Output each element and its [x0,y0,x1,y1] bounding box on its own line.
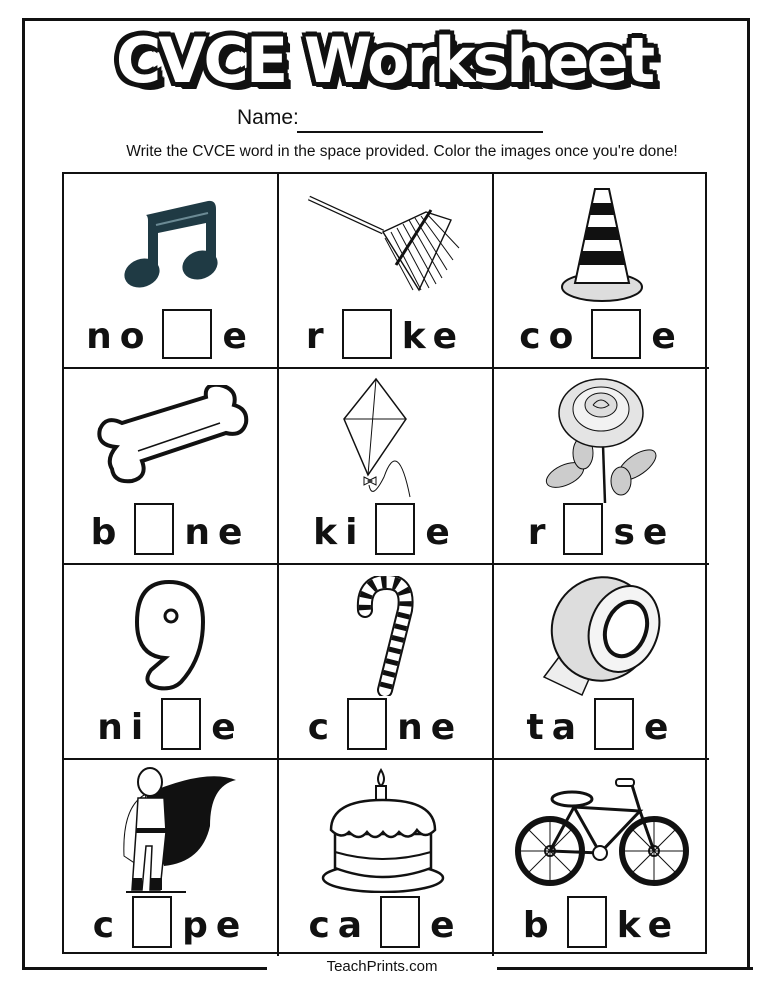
word-row [64,694,277,750]
word-prefix: ta [526,707,585,748]
word-row [494,303,709,359]
word-row [64,499,277,555]
number-nine-icon [64,573,277,698]
footer-divider-left [22,967,267,970]
word-prefix: r [527,512,554,553]
letter-blank[interactable] [563,503,603,555]
tape-roll-icon [494,573,709,698]
letter-blank[interactable] [162,309,212,359]
word-grid [62,172,707,954]
word-row [494,499,709,555]
bone-icon [64,377,277,502]
footer-site: TeachPrints.com [326,958,438,975]
letter-blank[interactable] [134,503,174,555]
page-title: CVCE Worksheet [115,24,653,97]
letter-blank[interactable] [132,896,172,948]
word-row [64,892,277,948]
word-row [279,499,492,555]
word-row [279,303,492,359]
word-prefix: b [522,905,557,946]
word-suffix: e [651,316,684,357]
word-prefix: co [519,316,582,357]
word-prefix: ca [308,905,371,946]
word-suffix: ne [397,707,464,748]
word-row [279,694,492,750]
word-cell-cake [279,760,494,956]
word-cell-rake [279,174,494,369]
word-prefix: ni [97,707,152,748]
rose-icon [494,377,709,502]
word-cell-bone [64,369,279,565]
footer-divider-right [497,967,753,970]
word-suffix: e [222,316,255,357]
word-suffix: ke [616,905,681,946]
word-cell-note [64,174,279,369]
word-suffix: ne [184,512,251,553]
word-row [494,694,709,750]
word-prefix: c [307,707,338,748]
word-prefix: r [305,316,332,357]
instructions: Write the CVCE word in the space provided. Color the images once you're done! [126,143,678,160]
word-row [64,303,277,359]
letter-blank[interactable] [380,896,420,948]
letter-blank[interactable] [342,309,392,359]
birthday-cake-icon [279,768,492,893]
name-label: Name: [237,106,299,129]
word-suffix: e [430,905,463,946]
kite-icon [279,377,492,502]
letter-blank[interactable] [591,309,641,359]
word-cell-cone [494,174,709,369]
traffic-cone-icon [494,182,709,307]
word-suffix: ke [401,316,466,357]
letter-blank[interactable] [347,698,387,750]
word-prefix: ki [313,512,366,553]
word-cell-nine [64,565,279,760]
word-suffix: e [644,707,677,748]
superhero-cape-icon [64,768,277,893]
word-cell-cane [279,565,494,760]
bicycle-icon [494,768,709,893]
word-suffix: se [613,512,676,553]
music-note-icon [64,182,277,307]
word-prefix: no [86,316,153,357]
word-suffix: pe [182,905,249,946]
word-cell-cape [64,760,279,956]
word-cell-tape [494,565,709,760]
name-field[interactable] [297,131,543,133]
word-prefix: b [90,512,125,553]
word-suffix: e [211,707,244,748]
letter-blank[interactable] [161,698,201,750]
candy-cane-icon [279,573,492,698]
word-row [494,892,709,948]
letter-blank[interactable] [375,503,415,555]
word-cell-rose [494,369,709,565]
word-cell-bike [494,760,709,956]
word-row [279,892,492,948]
word-prefix: c [92,905,123,946]
letter-blank[interactable] [594,698,634,750]
rake-icon [279,182,492,307]
word-cell-kite [279,369,494,565]
word-suffix: e [425,512,458,553]
letter-blank[interactable] [567,896,607,948]
